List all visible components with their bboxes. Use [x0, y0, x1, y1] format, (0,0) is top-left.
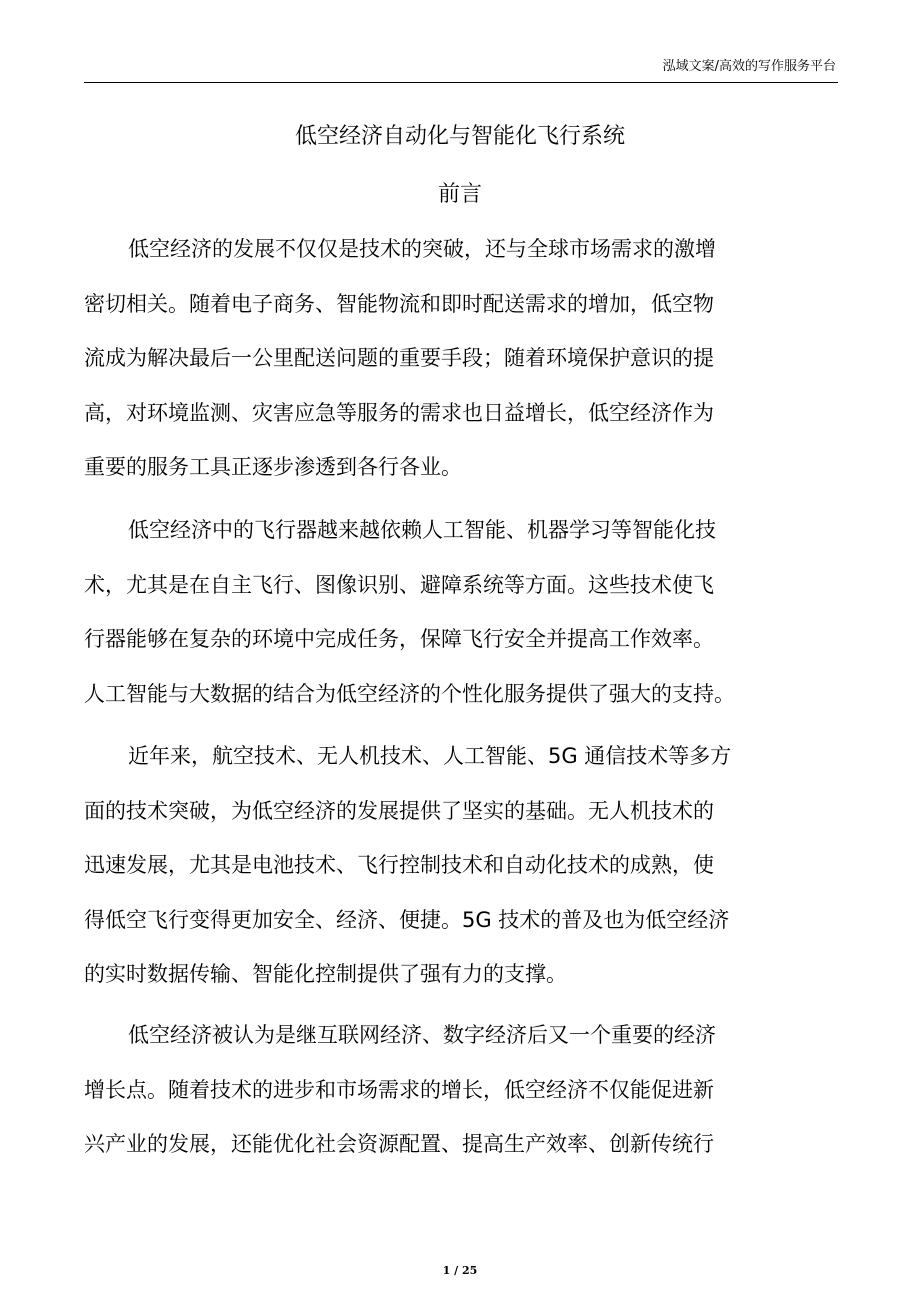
header-text: 泓域文案/高效的写作服务平台	[662, 59, 836, 74]
page-number: 1 / 25	[442, 1264, 478, 1277]
paragraph-1	[84, 222, 854, 495]
paragraph-line: 近年来，航空技术、无人机技术、人工智能、5G 通信技术等多方	[128, 744, 732, 768]
header-divider	[84, 82, 838, 83]
paragraph-line: 低空经济中的飞行器越来越依赖人工智能、机器学习等智能化技	[128, 518, 716, 542]
paragraph-line: 低空经济被认为是继互联网经济、数字经济后又一个重要的经济	[128, 1023, 716, 1047]
paragraph-line: 面的技术突破，为低空经济的发展提供了坚实的基础。无人机技术的	[84, 798, 714, 823]
paragraph-line: 人工智能与大数据的结合为低空经济的个性化服务提供了强大的支持。	[84, 681, 735, 706]
paragraph-line: 高，对环境监测、灾害应急等服务的需求也日益增长，低空经济作为	[84, 400, 714, 425]
paragraph-line: 行器能够在复杂的环境中完成任务，保障飞行安全并提高工作效率。	[84, 627, 714, 651]
paragraph-line: 迅速发展，尤其是电池技术、飞行控制技术和自动化技术的成熟，使	[84, 853, 714, 877]
paragraph-line: 流成为解决最后一公里配送问题的重要手段；随着环境保护意识的提	[84, 346, 714, 370]
paragraph-2	[84, 503, 854, 721]
paragraph-line: 得低空飞行变得更加安全、经济、便捷。5G 技术的普及也为低空经济	[84, 907, 730, 932]
paragraph-3	[84, 729, 854, 1002]
paragraph-line: 增长点。随着技术的进步和市场需求的增长，低空经济不仅能促进新	[84, 1077, 714, 1102]
paragraph-line: 兴产业的发展，还能优化社会资源配置、提高生产效率、创新传统行	[84, 1132, 714, 1156]
document-title: 低空经济自动化与智能化飞行系统	[294, 124, 625, 149]
paragraph-line: 低空经济的发展不仅仅是技术的突破，还与全球市场需求的激增	[128, 237, 716, 261]
paragraph-line: 的实时数据传输、智能化控制提供了强有力的支撑。	[84, 962, 567, 986]
section-heading: 前言	[437, 182, 482, 207]
paragraph-line: 密切相关。随着电子商务、智能物流和即时配送需求的增加，低空物	[84, 291, 714, 316]
paragraph-line: 重要的服务工具正逐步渗透到各行各业。	[84, 455, 462, 479]
paragraph-line: 术，尤其是在自主飞行、图像识别、避障系统等方面。这些技术使飞	[84, 572, 714, 597]
paragraph-4	[84, 1008, 854, 1172]
